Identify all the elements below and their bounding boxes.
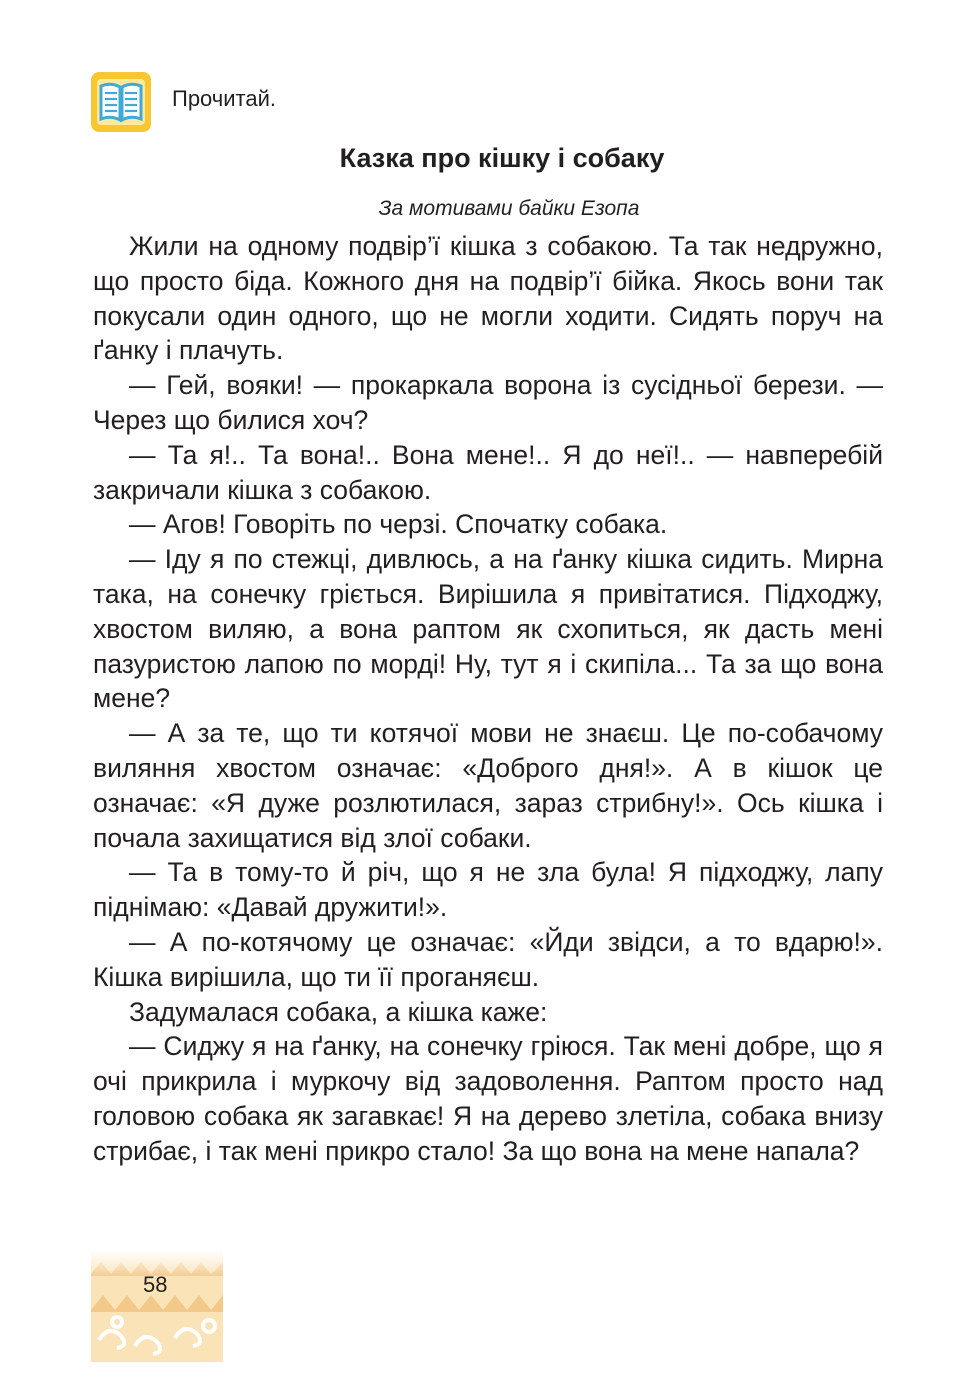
paragraph: — Та я!.. Та вона!.. Вона мене!.. Я до неї!.. — навперебій закричали кішка з собакою.	[93, 439, 883, 505]
page-corner-ornament	[91, 1250, 223, 1362]
paragraph: Жили на одному подвір’ї кішка з собакою. Та так недружно, що просто біда. Кожного дня на подвір’ї бійка. Якось вони так покусали один одного, що не могли ходити. Сидять поруч на ґанку і плачуть.	[93, 231, 883, 366]
story-subtitle: За мотивами байки Езопа	[378, 197, 640, 220]
book-icon	[91, 72, 151, 132]
paragraph: — Іду я по стежці, дивлюсь, а на ґанку кішка сидить. Мирна така, на сонечку гріється. Вирішила я привітатися. Підходжу, хвостом виляю, а вона раптом як схопиться, як дасть мені пазуристою лапою по морді! Ну, тут я і скипіла... Та за що вона мене?	[93, 544, 883, 714]
story-body	[93, 229, 883, 1169]
paragraph: — А за те, що ти котячої мови не знаєш. Це по-собачому виляння хвостом означає: «Доброго дня!». А в кішок це означає: «Я дуже розлютилася, зараз стрибну!». Ось кішка і почала захищатися від злої собаки.	[93, 718, 883, 853]
paragraph: Задумалася собака, а кішка каже:	[129, 996, 548, 1027]
paragraph: — Сиджу я на ґанку, на сонечку гріюся. Так мені добре, що я очі прикрила і муркочу від задоволення. Раптом просто над головою собака як загавкає! Я на дерево злетіла, собака внизу стрибає, і так мені прикро стало! За що вона на мене напала?	[93, 1031, 883, 1166]
paragraph: — Та в тому-то й річ, що я не зла була! Я підходжу, лапу піднімаю: «Давай дружити!».	[93, 857, 883, 923]
page-number: 58	[143, 1272, 168, 1297]
paragraph: — Агов! Говоріть по черзі. Спочатку собака.	[129, 509, 668, 540]
story-title: Казка про кішку і собаку	[339, 143, 665, 173]
paragraph: — Гей, вояки! — прокаркала ворона із сусідньої берези. — Через що билися хоч?	[93, 370, 883, 435]
paragraph: — А по-котячому це означає: «Йди звідси, а то вдарю!». Кішка вирішила, що ти її проганяєш.	[93, 926, 883, 992]
instruction-text: Прочитай.	[172, 86, 277, 111]
